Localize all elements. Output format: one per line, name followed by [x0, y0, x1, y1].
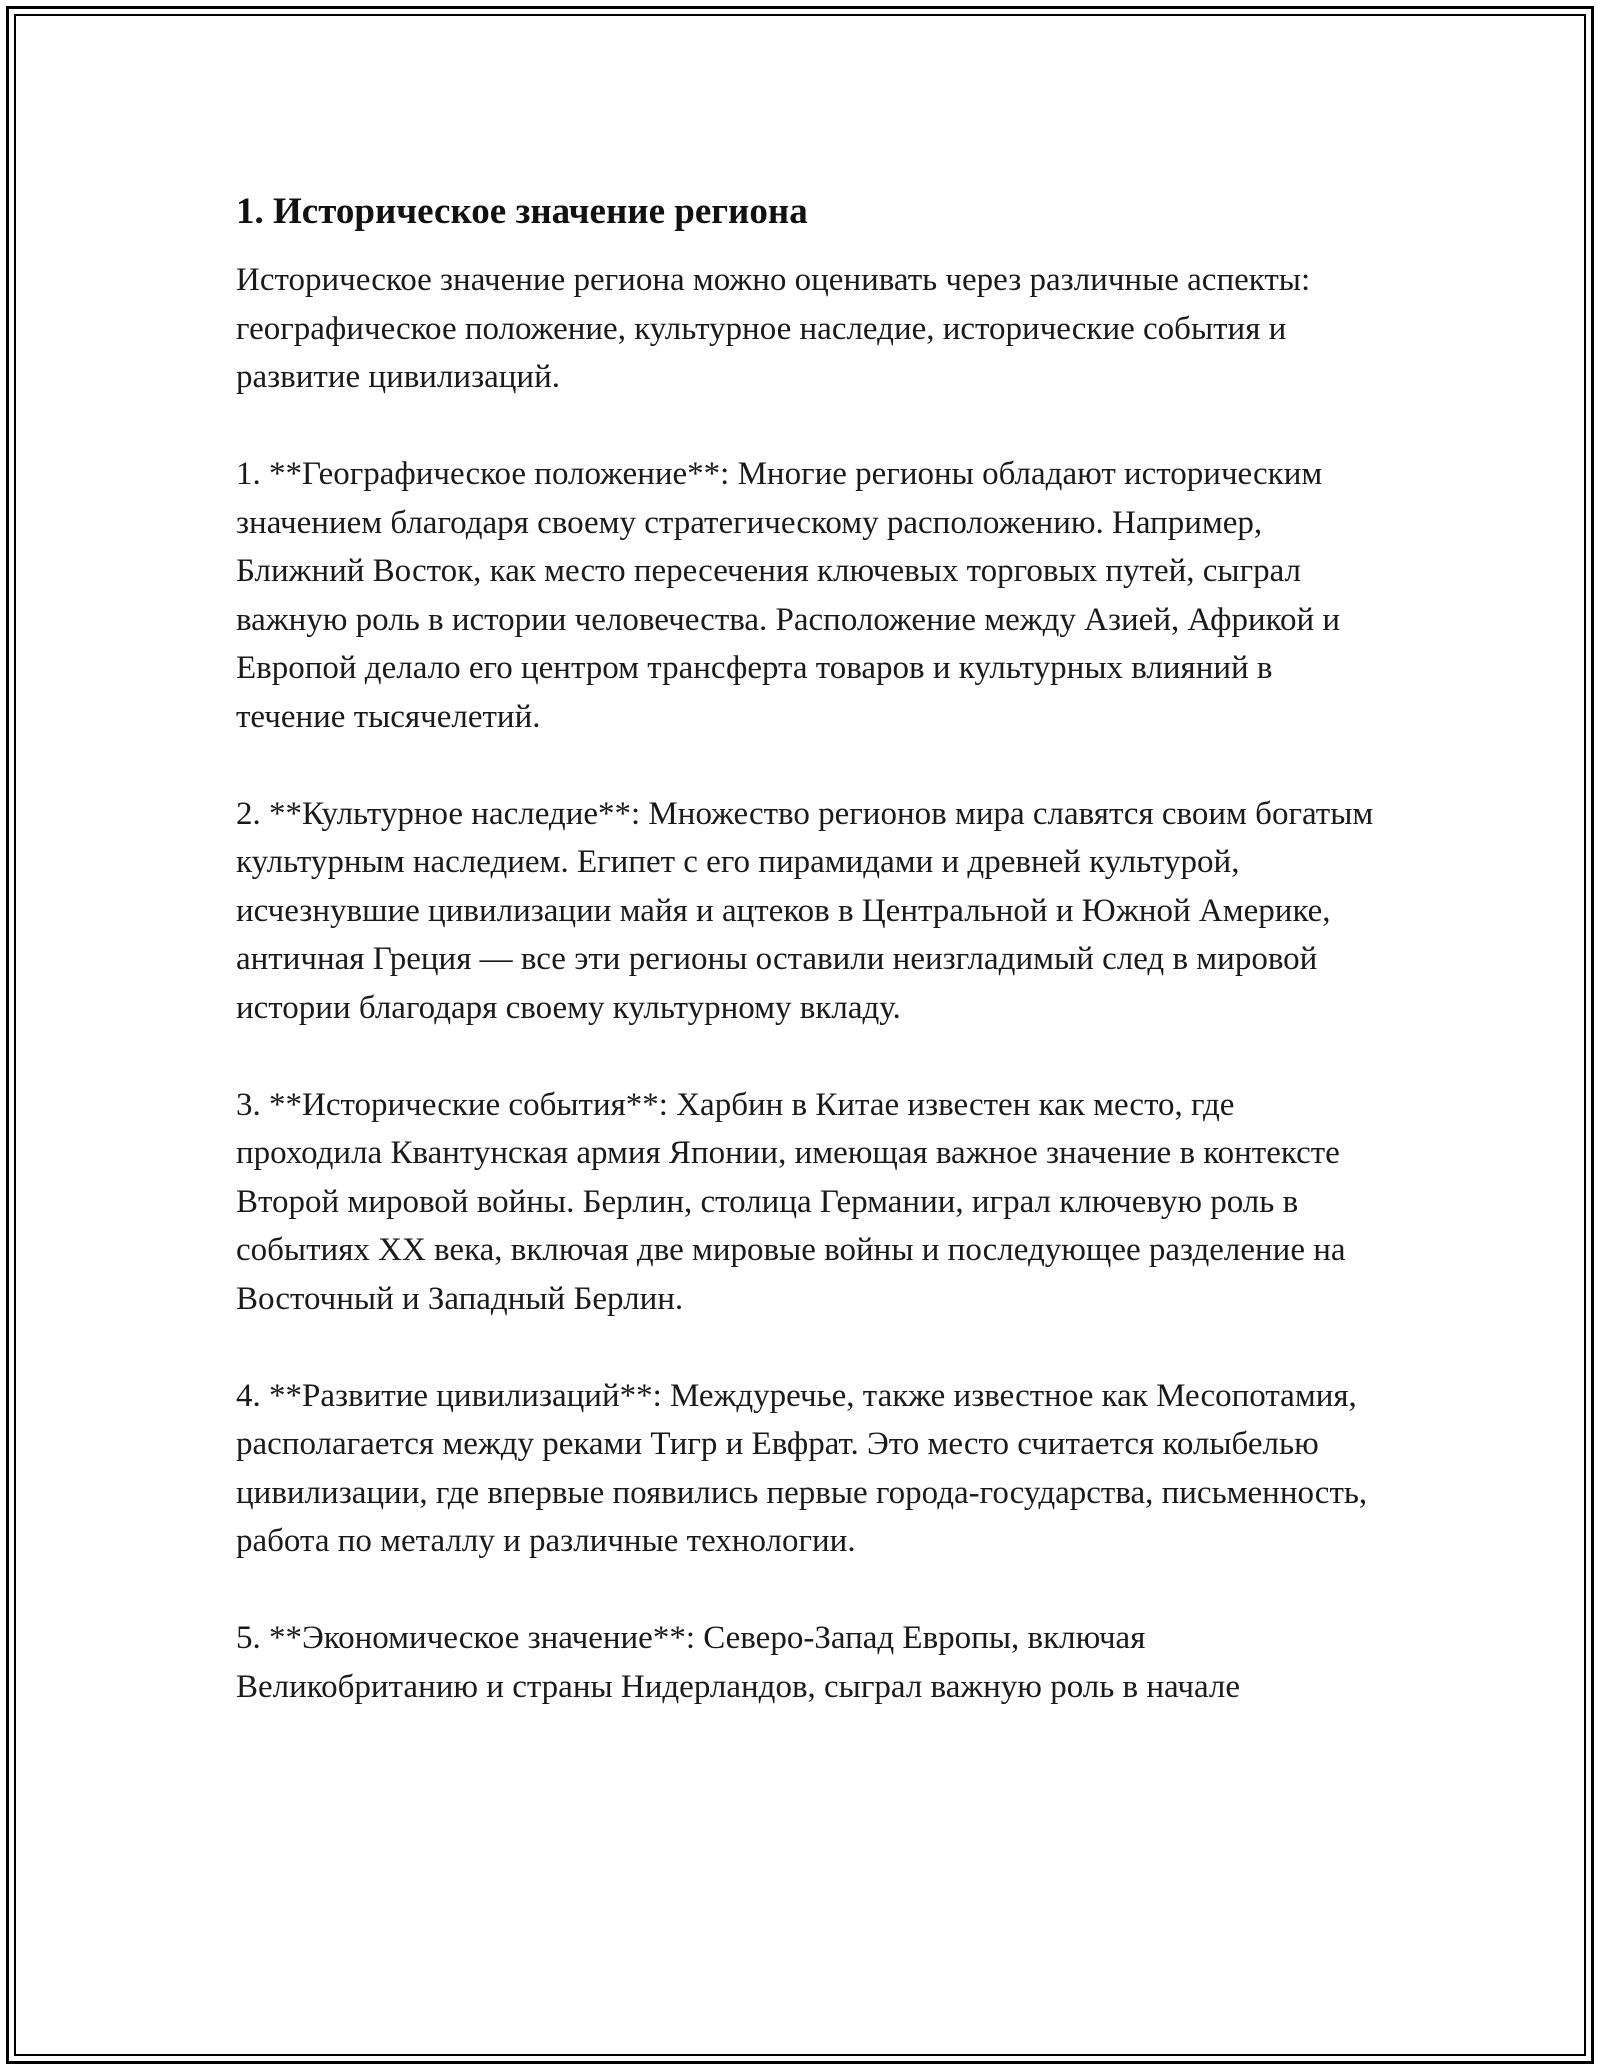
paragraph-historical-events: 3. **Исторические события**: Харбин в Китае известен как место, где проходила Квантунская армия Японии, имеющая важное значение в контексте Второй мировой войны. Берлин, столица Германии, играл ключевую роль в событиях XX века, включая две мировые войны и последующее разделение на Восточный и Западный Берлин.: [236, 1086, 1346, 1317]
document-body: [236, 186, 1386, 1760]
section-heading: 1. Историческое значение региона: [236, 191, 808, 232]
paragraph-geographic-position: 1. **Географическое положение**: Многие регионы обладают историческим значением благодаря своему стратегическому расположению. Например, Ближний Восток, как место пересечения ключевых торговых путей, сыграл важную роль в истории человечества. Расположение между Азией, Африкой и Европой делало его центром трансферта товаров и культурных влияний в течение тысячелетий.: [236, 456, 1341, 735]
intro-paragraph: Историческое значение региона можно оценивать через различные аспекты: географическое положение, культурное наследие, исторические события и развитие цивилизаций.: [236, 262, 1311, 395]
paragraph-cultural-heritage: 2. **Культурное наследие**: Множество регионов мира славятся своим богатым культурным наследием. Египет с его пирамидами и древней культурой, исчезнувшие цивилизации майя и ацтеков в Центральной и Южной Америке, античная Греция — все эти регионы оставили неизгладимый след в мировой истории благодаря своему культурному вкладу.: [236, 795, 1374, 1026]
paragraph-civilization-development: 4. **Развитие цивилизаций**: Междуречье, также известное как Месопотамия, располагается между реками Тигр и Евфрат. Это место считается колыбелью цивилизации, где впервые появились первые города-государства, письменность, работа по металлу и различные технологии.: [236, 1377, 1368, 1559]
paragraph-economic-significance: 5. **Экономическое значение**: Северо-Запад Европы, включая Великобританию и страны Нидерландов, сыграл важную роль в начале: [236, 1620, 1241, 1705]
